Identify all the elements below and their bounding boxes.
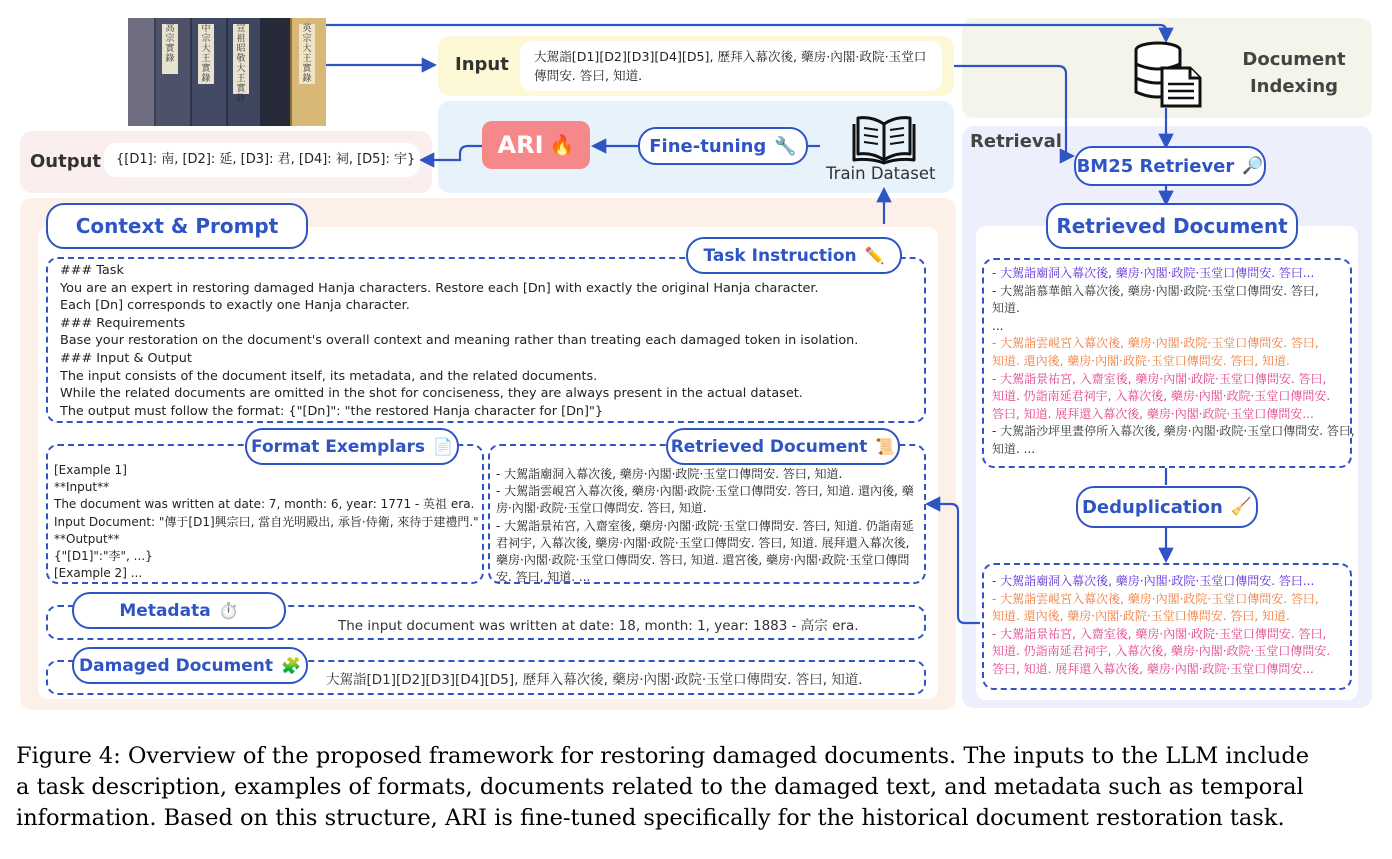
metadata-pill [72, 592, 286, 629]
output-label: Output [30, 151, 102, 172]
arrow-filtered-to-context [928, 504, 980, 623]
context-retrieved-line: 安. 答曰, 知道. ... [496, 570, 591, 585]
task-line: Each [Dn] corresponds to exactly one Hanja character. [60, 298, 410, 314]
retrieved-line: - 大駕詣慕華館入幕次後, 藥房·內閣·政院·玉堂口傳問安. 答曰, [992, 283, 1319, 298]
retrieved-line: ... [992, 318, 1004, 333]
dedup-line: 知道. 還內後, 藥房·內閣·政院·玉堂口傳問安. 答曰, 知道. [992, 609, 1290, 624]
arrow-ari-to-output [422, 146, 482, 160]
pencil-icon: ✏️ [864, 246, 885, 265]
task-instruction-pill [686, 237, 902, 274]
damaged-document-pill [72, 647, 308, 684]
ari-model-box [482, 121, 590, 169]
task-line: The output must follow the format: {"[Dn]": "the restored Hanja character for [Dn]"} [60, 403, 604, 419]
damaged-document-text: 大駕詣[D1][D2][D3][D4][D5], 歷拜入幕次後, 藥房·內閣·政院·玉堂口傳問安. 答曰, 知道. [326, 672, 863, 688]
context-retrieved-label: Retrieved Document [670, 436, 868, 457]
context-retrieved-line: - 大駕詣景祐宮, 入齋室後, 藥房·內閣·政院·玉堂口傳問安. 答曰, 知道. 仍詣南延 [496, 518, 914, 533]
figure-caption [16, 741, 1386, 834]
book-label: 高宗實錄 [162, 24, 178, 74]
caption-line: Figure 4: Overview of the proposed framework for restoring damaged documents. The inputs to the LLM include [16, 743, 1310, 769]
book-label: 中宗大王實錄 [198, 24, 214, 84]
format-line: The document was written at date: 7, month: 6, year: 1771 - 英祖 era. [54, 497, 475, 512]
input-text-box [520, 41, 942, 91]
input-text: 大駕詣[D1][D2][D3][D4][D5], 歷拜入幕次後, 藥房·內閣·政院·玉堂口傳問安. 答曰, 知道. [534, 49, 927, 83]
document-indexing-label: Document Indexing [1242, 49, 1346, 97]
dedup-line: 知道. 仍詣南延君祠宇, 入幕次後, 藥房·內閣·政院·玉堂口傳問安. [992, 644, 1331, 659]
caption-line: information. Based on this structure, ARI is fine-tuned specifically for the historical document restoration task. [16, 805, 1285, 831]
context-prompt-title-box [46, 203, 308, 249]
retrieved-line: - 大駕詣廟洞入幕次後, 藥房·內閣·政院·玉堂口傳問安. 答曰... [992, 266, 1315, 280]
context-retrieved-box [488, 444, 926, 584]
format-line: **Output** [54, 531, 120, 546]
task-instruction-label: Task Instruction [703, 245, 857, 266]
format-line: {"[D1]":"李", ...} [54, 549, 153, 564]
retrieved-line: 知道. 仍詣南延君祠宇, 入幕次後, 藥房·內閣·政院·玉堂口傳問安. [992, 389, 1331, 404]
dedup-line: 答曰, 知道. 展拜還入幕次後, 藥房·內閣·政院·玉堂口傳問安... [992, 661, 1314, 676]
context-retrieved-line: 房·內閣·政院·玉堂口傳問安. 答曰, 知道. [496, 501, 707, 516]
open-book-icon [852, 114, 916, 164]
retrieved-line: - 大駕詣雲峴宮入幕次後, 藥房·內閣·政院·玉堂口傳問安. 答曰, [992, 336, 1319, 351]
book-label: 宣祖昭敬大王實錄 [233, 24, 249, 94]
format-exemplars-label: Format Exemplars [251, 436, 426, 457]
caption-line: a task description, examples of formats, documents related to the damaged text, and metadata such as temporal [16, 774, 1304, 800]
deduplication-label: Deduplication [1081, 496, 1223, 518]
magnifier-icon: 🔎 [1242, 156, 1264, 176]
train-dataset-label: Train Dataset [826, 164, 936, 183]
retrieved-document-title-box [1046, 203, 1298, 249]
retrieval-label: Retrieval [970, 131, 1062, 152]
wrench-icon: 🔧 [774, 135, 797, 157]
damaged-document-label: Damaged Document [79, 655, 274, 676]
retrieved-line: - 大駕詣景祐宮, 入齋室後, 藥房·內閣·政院·玉堂口傳問安. 答曰, [992, 371, 1327, 386]
retrieved-document-list [982, 258, 1355, 468]
arrow-books-to-indexing [326, 25, 1166, 40]
output-text: {[D1]: 南, [D2]: 延, [D3]: 君, [D4]: 祠, [D5]: 宇} [116, 152, 416, 167]
dedup-line: - 大駕詣廟洞入幕次後, 藥房·內閣·政院·玉堂口傳問安. 答曰... [992, 574, 1315, 588]
task-line: ### Requirements [60, 315, 186, 331]
context-retrieved-line: - 大駕詣雲峴宮入幕次後, 藥房·內閣·政院·玉堂口傳問安. 答曰, 知道. 還內後, 藥 [496, 484, 914, 499]
task-line: The input consists of the document itself, its metadata, and the related documents. [60, 368, 598, 384]
annals-books-image [128, 18, 326, 126]
context-retrieved-line: - 大駕詣廟洞入幕次後, 藥房·內閣·政院·玉堂口傳問安. 答曰, 知道. [496, 467, 843, 481]
stopwatch-icon: ⏱️ [218, 601, 239, 620]
task-line: ### Task [60, 263, 124, 278]
retrieved-line: - 大駕詣沙坪里晝停所入幕次後, 藥房·內閣·政院·玉堂口傳問安. 答曰, [992, 424, 1355, 439]
context-retrieved-line: 藥房·內閣·政院·玉堂口傳問安. 答曰, 知道. 還宮後, 藥房·內閣·政院·玉堂口傳問 [496, 553, 910, 568]
metadata-text: The input document was written at date: 18, month: 1, year: 1883 - 高宗 era. [338, 618, 859, 634]
bm25-retriever-box [1074, 146, 1266, 186]
retrieved-document-title: Retrieved Document [1056, 214, 1288, 238]
task-line: Base your restoration on the document's overall context and meaning rather than treating each damaged token in isolation. [60, 333, 859, 349]
scroll-icon: 📜 [875, 437, 896, 456]
fine-tuning-box [638, 127, 808, 165]
fire-icon: 🔥 [549, 133, 575, 157]
input-label: Input [455, 54, 509, 75]
broom-icon: 🧹 [1230, 497, 1253, 517]
dedup-line: - 大駕詣景祐宮, 入齋室後, 藥房·內閣·政院·玉堂口傳問安. 答曰, [992, 626, 1327, 641]
format-exemplars-pill [245, 428, 459, 465]
task-line: You are an expert in restoring damaged Hanja characters. Restore each [Dn] with exactly the original Hanja character. [60, 280, 819, 296]
fine-tuning-label: Fine-tuning [649, 135, 767, 157]
format-exemplars-box [46, 444, 484, 584]
deduplicated-document-list [982, 563, 1352, 690]
format-line: Input Document: "傳于[D1]興宗曰, 當自光明殿出, 承旨·侍衛, 來待于建禮門." [54, 514, 479, 529]
output-text-box [104, 143, 420, 177]
metadata-label: Metadata [119, 600, 211, 621]
retrieved-line: 知道. [992, 301, 1020, 316]
context-retrieved-line: 君祠宇, 入幕次後, 藥房·內閣·政院·玉堂口傳問安. 答曰, 知道. 展拜還入幕次後, [496, 535, 910, 550]
document-icon: 📄 [433, 437, 453, 456]
context-retrieved-pill [666, 428, 900, 465]
retrieved-line: 知道. 還內後, 藥房·內閣·政院·玉堂口傳問安. 答曰, 知道. [992, 353, 1290, 368]
database-document-icon [1132, 40, 1204, 108]
deduplication-box [1076, 486, 1258, 528]
dedup-line: - 大駕詣雲峴宮入幕次後, 藥房·內閣·政院·玉堂口傳問安. 答曰, [992, 591, 1319, 606]
format-line: **Input** [54, 480, 110, 495]
format-line: [Example 2] ... [54, 566, 143, 581]
ari-label: ARI [497, 131, 544, 159]
retrieved-line: 答曰, 知道. 展拜還入幕次後, 藥房·內閣·政院·玉堂口傳問安... [992, 406, 1314, 421]
bm25-retriever-label: BM25 Retriever [1076, 155, 1235, 177]
puzzle-piece-icon: 🧩 [281, 656, 301, 675]
task-line: While the related documents are omitted in the shot for conciseness, they are always present in the actual dataset. [60, 386, 803, 402]
book-label: 英宗大王實錄 [299, 24, 315, 84]
format-line: [Example 1] [54, 463, 127, 477]
task-line: ### Input & Output [60, 350, 192, 366]
context-prompt-title: Context & Prompt [75, 214, 279, 238]
task-instruction-box [46, 257, 926, 423]
retrieved-line: 知道. ... [992, 441, 1036, 456]
